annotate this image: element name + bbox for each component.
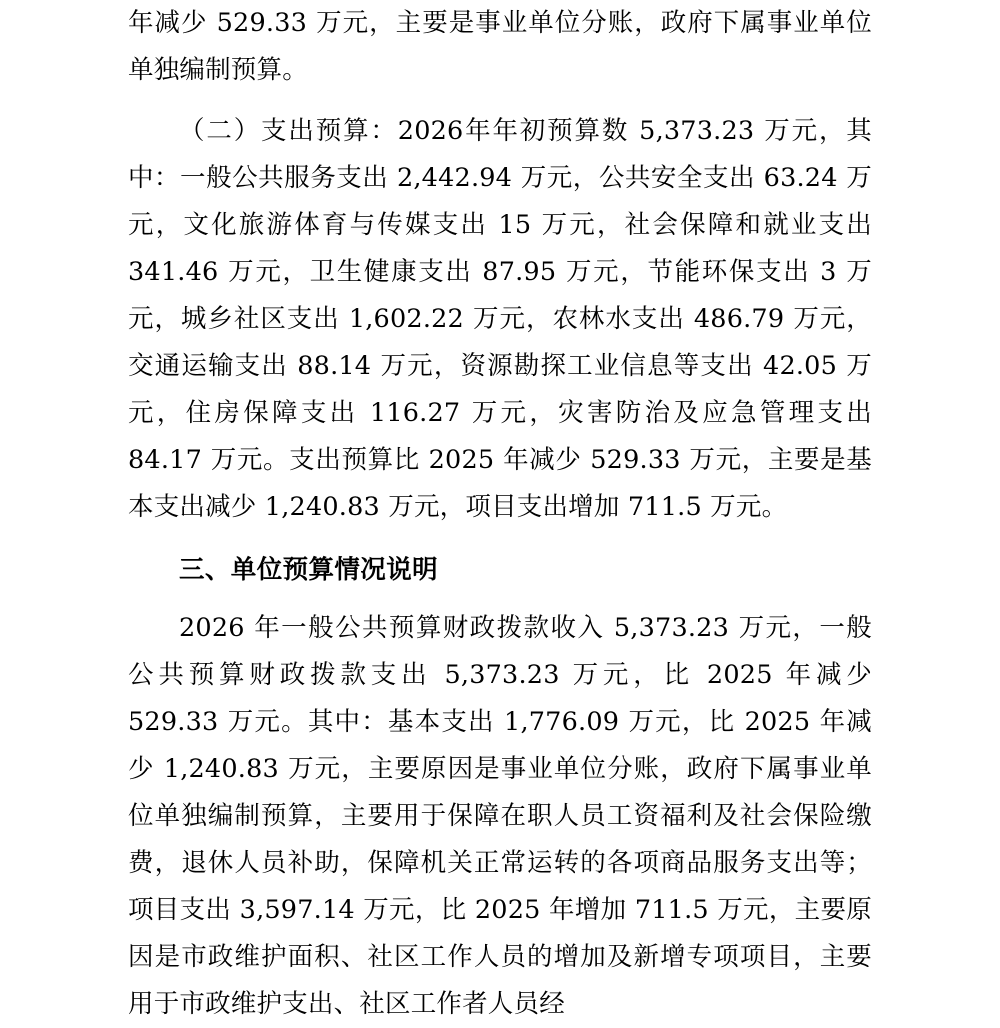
heading-section-three: 三、单位预算情况说明 [179, 555, 439, 585]
paragraph-spacer [128, 94, 872, 108]
paragraph-continued: 年减少 529.33 万元，主要是事业单位分账，政府下属事业单位单独编制预算。 [128, 8, 872, 85]
document-body [128, 0, 872, 1028]
heading-spacer-above [128, 531, 872, 547]
heading-spacer-below [128, 594, 872, 605]
paragraph-expenditure-budget: （二）支出预算：2026年年初预算数 5,373.23 万元，其中：一般公共服务支出 2,442.94 万元，公共安全支出 63.24 万元，文化旅游体育与传媒支出 15 万元，社会保障和就业支出 341.46 万元，卫生健康支出 87.95 万元，节能环保支出 3 万元，城乡社区支出 1,602.22 万元，农林水支出 486.79 万元，交通运输支出 88.14 万元，资源勘探工业信息等支出 42.05 万元，住房保障支出 116.27 万元，灾害防治及应急管理支出 84.17 万元。支出预算比 2025 年减少 529.33 万元，主要是基本支出减少 1,240.83 万元，项目支出增加 711.5 万元。 [128, 116, 872, 522]
paragraph-budget-explanation: 2026 年一般公共预算财政拨款收入 5,373.23 万元，一般公共预算财政拨款支出 5,373.23 万元，比 2025 年减少 529.33 万元。其中：基本支出 1,776.09 万元，比 2025 年减少 1,240.83 万元，主要原因是事业单位分账，政府下属事业单位单独编制预算，主要用于保障在职人员工资福利及社会保险缴费，退休人员补助，保障机关正常运转的各项商品服务支出等；项目支出 3,597.14 万元，比 2025 年增加 711.5 万元，主要原因是市政维护面积、社区工作人员的增加及新增专项项目，主要用于市政维护支出、社区工作者人员经 [128, 613, 872, 1019]
